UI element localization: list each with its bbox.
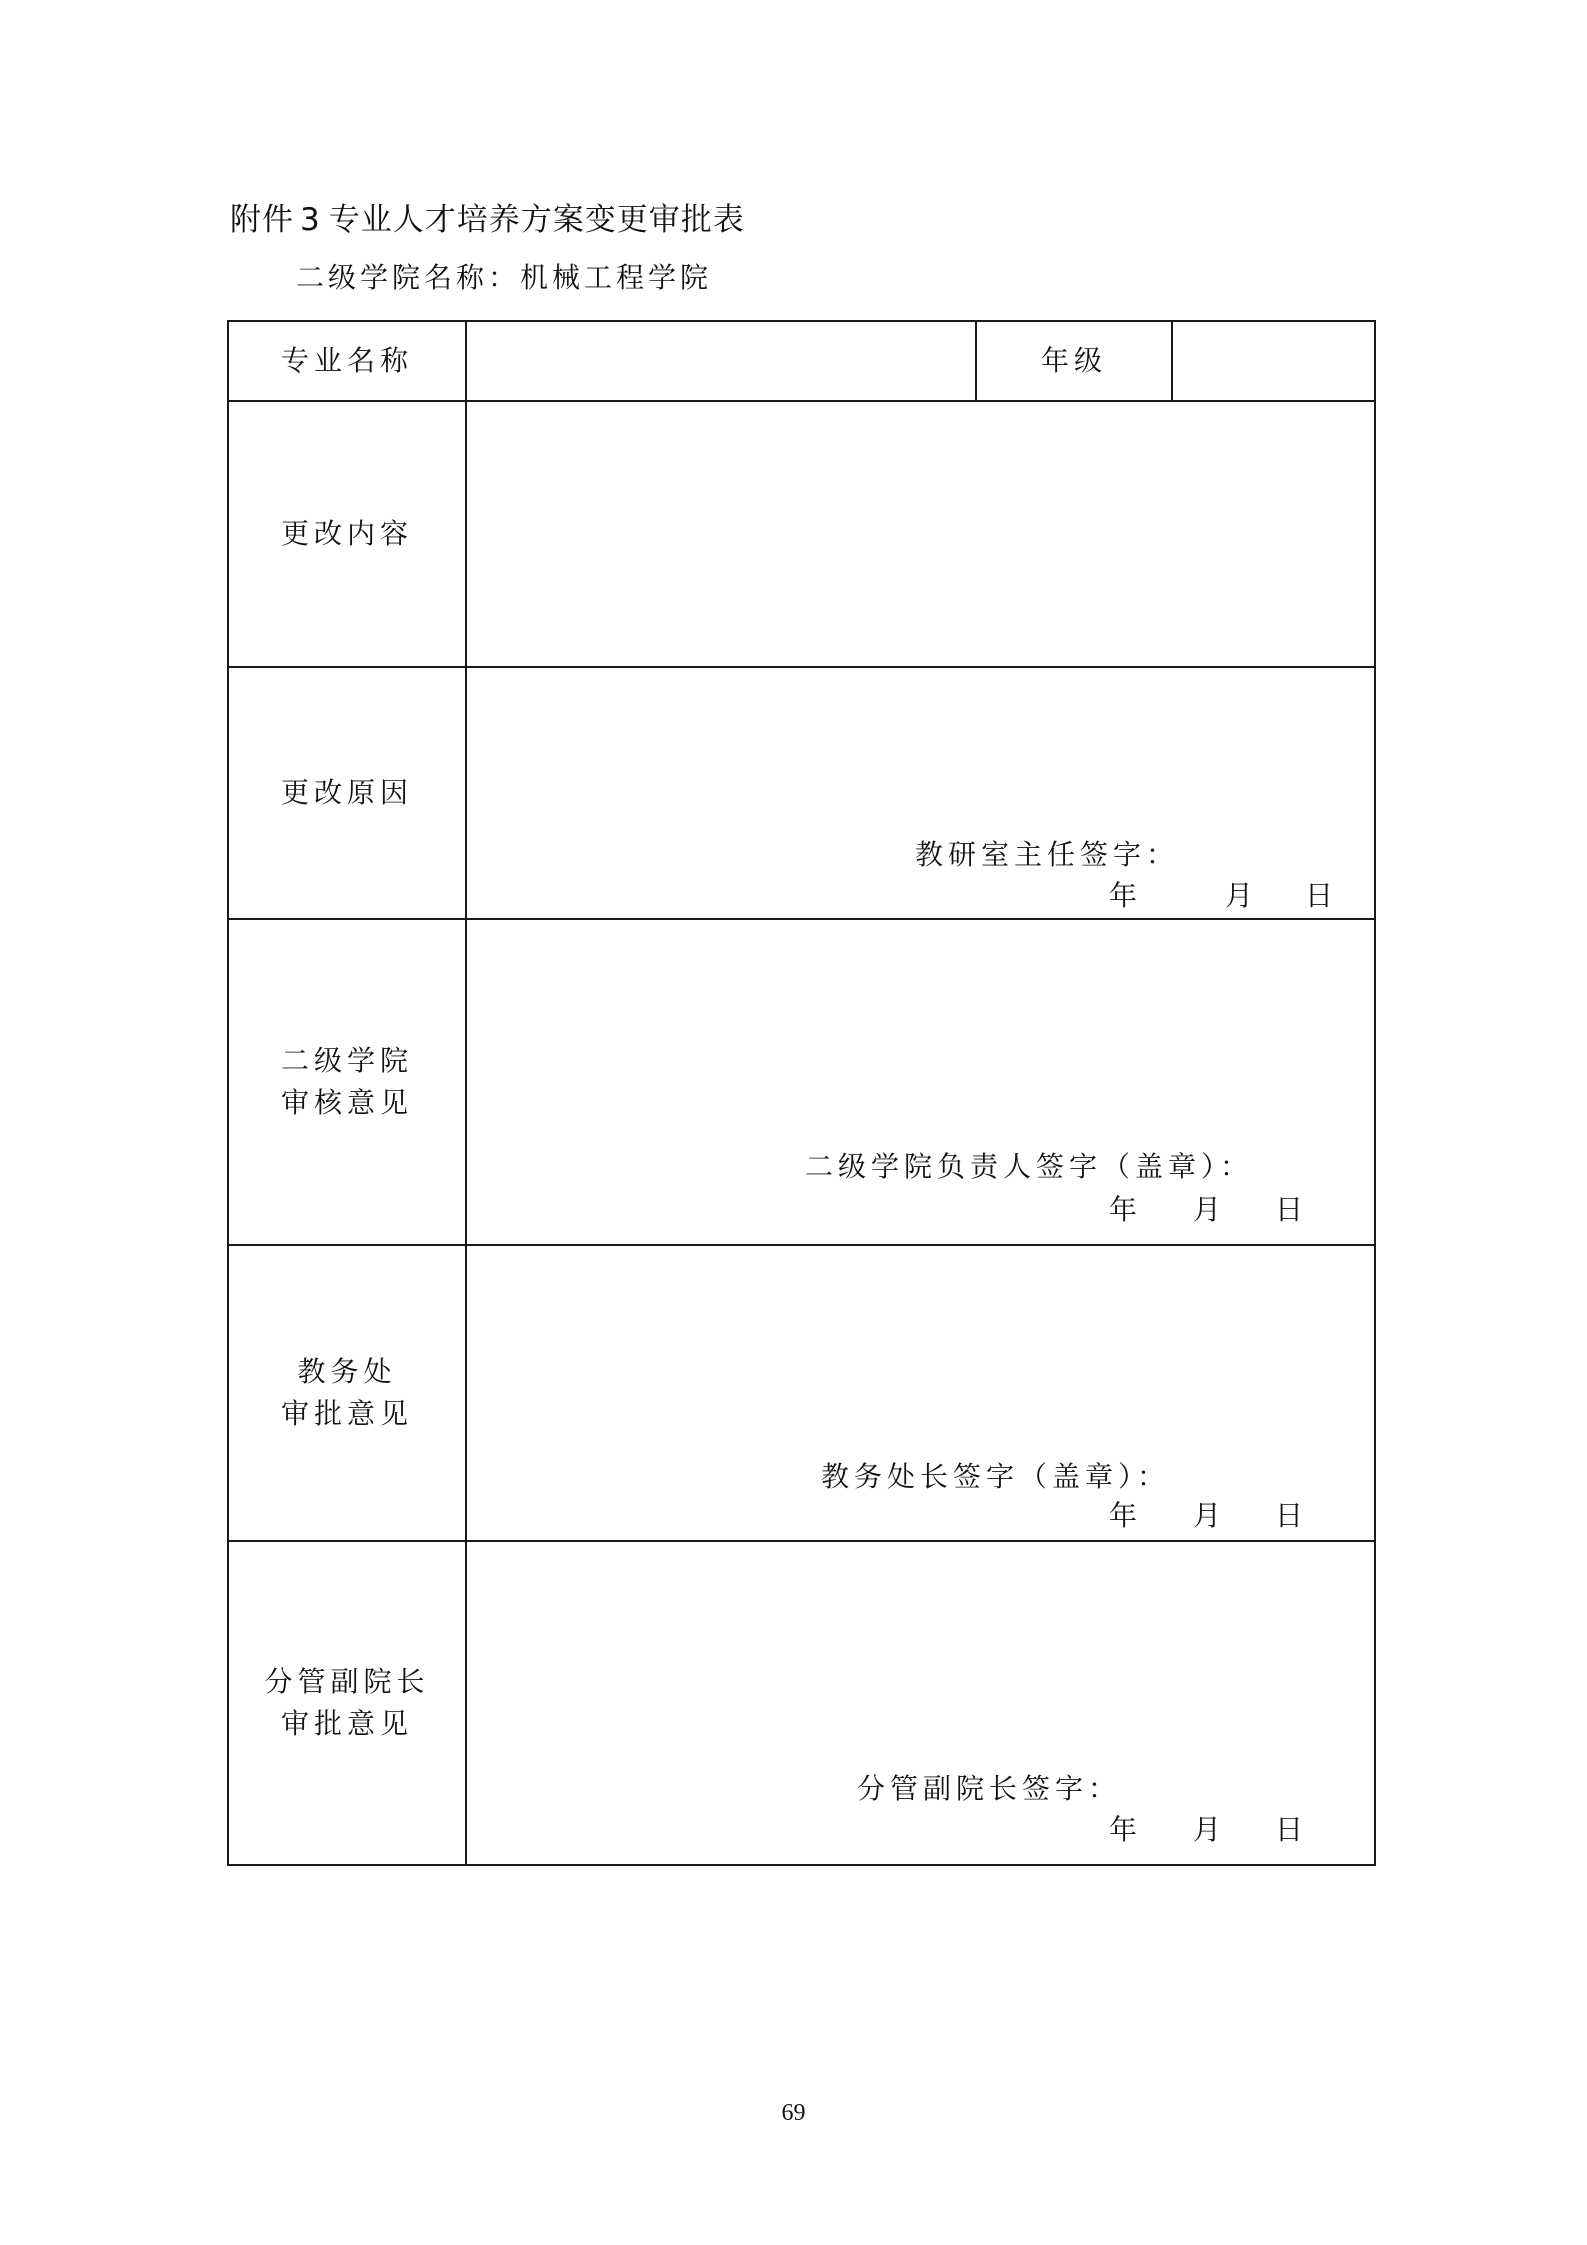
date-day: 日 — [1275, 1499, 1304, 1532]
date-day: 日 — [1305, 879, 1334, 912]
academic-affairs-label-cell — [228, 1245, 466, 1541]
form-title-text: 专业人才培养方案变更审批表 — [328, 202, 745, 238]
vice-president-row — [228, 1541, 1375, 1865]
date-month: 月 — [1225, 879, 1254, 912]
grade-label-cell — [976, 321, 1172, 401]
college-name: 机械工程学院 — [520, 261, 713, 294]
vice-president-date — [467, 1810, 1374, 1850]
date-year: 年 — [1109, 879, 1138, 912]
change-reason-label-cell — [228, 667, 466, 919]
college-review-row — [228, 919, 1375, 1245]
approval-form-table — [227, 320, 1376, 1866]
academic-affairs-label-line1: 教务处 — [297, 1355, 397, 1388]
page-number: 69 — [781, 2100, 806, 2126]
date-month: 月 — [1193, 1193, 1222, 1226]
academic-affairs-field[interactable] — [466, 1245, 1375, 1541]
change-reason-date — [467, 876, 1374, 916]
grade-field[interactable] — [1172, 321, 1375, 401]
vice-president-label-line2: 审批意见 — [280, 1707, 413, 1740]
change-reason-row — [228, 667, 1375, 919]
form-title — [230, 194, 745, 239]
change-content-field[interactable] — [466, 401, 1375, 667]
major-name-label-cell — [228, 321, 466, 401]
grade-label: 年级 — [1040, 344, 1107, 377]
vice-president-field[interactable] — [466, 1541, 1375, 1865]
date-day: 日 — [1275, 1193, 1304, 1226]
date-year: 年 — [1109, 1499, 1138, 1532]
attachment-number: 3 — [300, 202, 321, 238]
academic-affairs-date — [467, 1496, 1374, 1536]
academic-director-signature: 教务处长签字（盖章）： — [821, 1460, 1171, 1493]
attachment-prefix: 附件 — [230, 202, 294, 238]
date-year: 年 — [1109, 1813, 1138, 1846]
change-content-label-cell — [228, 401, 466, 667]
date-year: 年 — [1109, 1193, 1138, 1226]
change-reason-label: 更改原因 — [280, 776, 413, 809]
date-month: 月 — [1193, 1499, 1222, 1532]
vice-president-label-line1: 分管副院长 — [264, 1665, 430, 1698]
teaching-director-signature: 教研室主任签字： — [915, 838, 1180, 871]
change-content-row — [228, 401, 1375, 667]
college-head-signature: 二级学院负责人签字（盖章）： — [805, 1150, 1254, 1183]
college-review-label-line2: 审核意见 — [280, 1086, 413, 1119]
college-review-label-cell — [228, 919, 466, 1245]
college-review-label-line1: 二级学院 — [280, 1044, 413, 1077]
academic-affairs-row — [228, 1245, 1375, 1541]
change-content-label: 更改内容 — [280, 517, 413, 550]
vice-president-signature: 分管副院长签字： — [857, 1772, 1122, 1805]
college-line — [296, 256, 712, 296]
major-name-field[interactable] — [466, 321, 976, 401]
major-name-label: 专业名称 — [280, 344, 413, 377]
vice-president-label-cell — [228, 1541, 466, 1865]
college-label: 二级学院名称： — [296, 261, 521, 294]
major-row — [228, 321, 1375, 401]
college-review-field[interactable] — [466, 919, 1375, 1245]
college-review-date — [467, 1190, 1374, 1230]
date-day: 日 — [1275, 1813, 1304, 1846]
date-month: 月 — [1193, 1813, 1222, 1846]
academic-affairs-label-line2: 审批意见 — [280, 1397, 413, 1430]
change-reason-field[interactable] — [466, 667, 1375, 919]
